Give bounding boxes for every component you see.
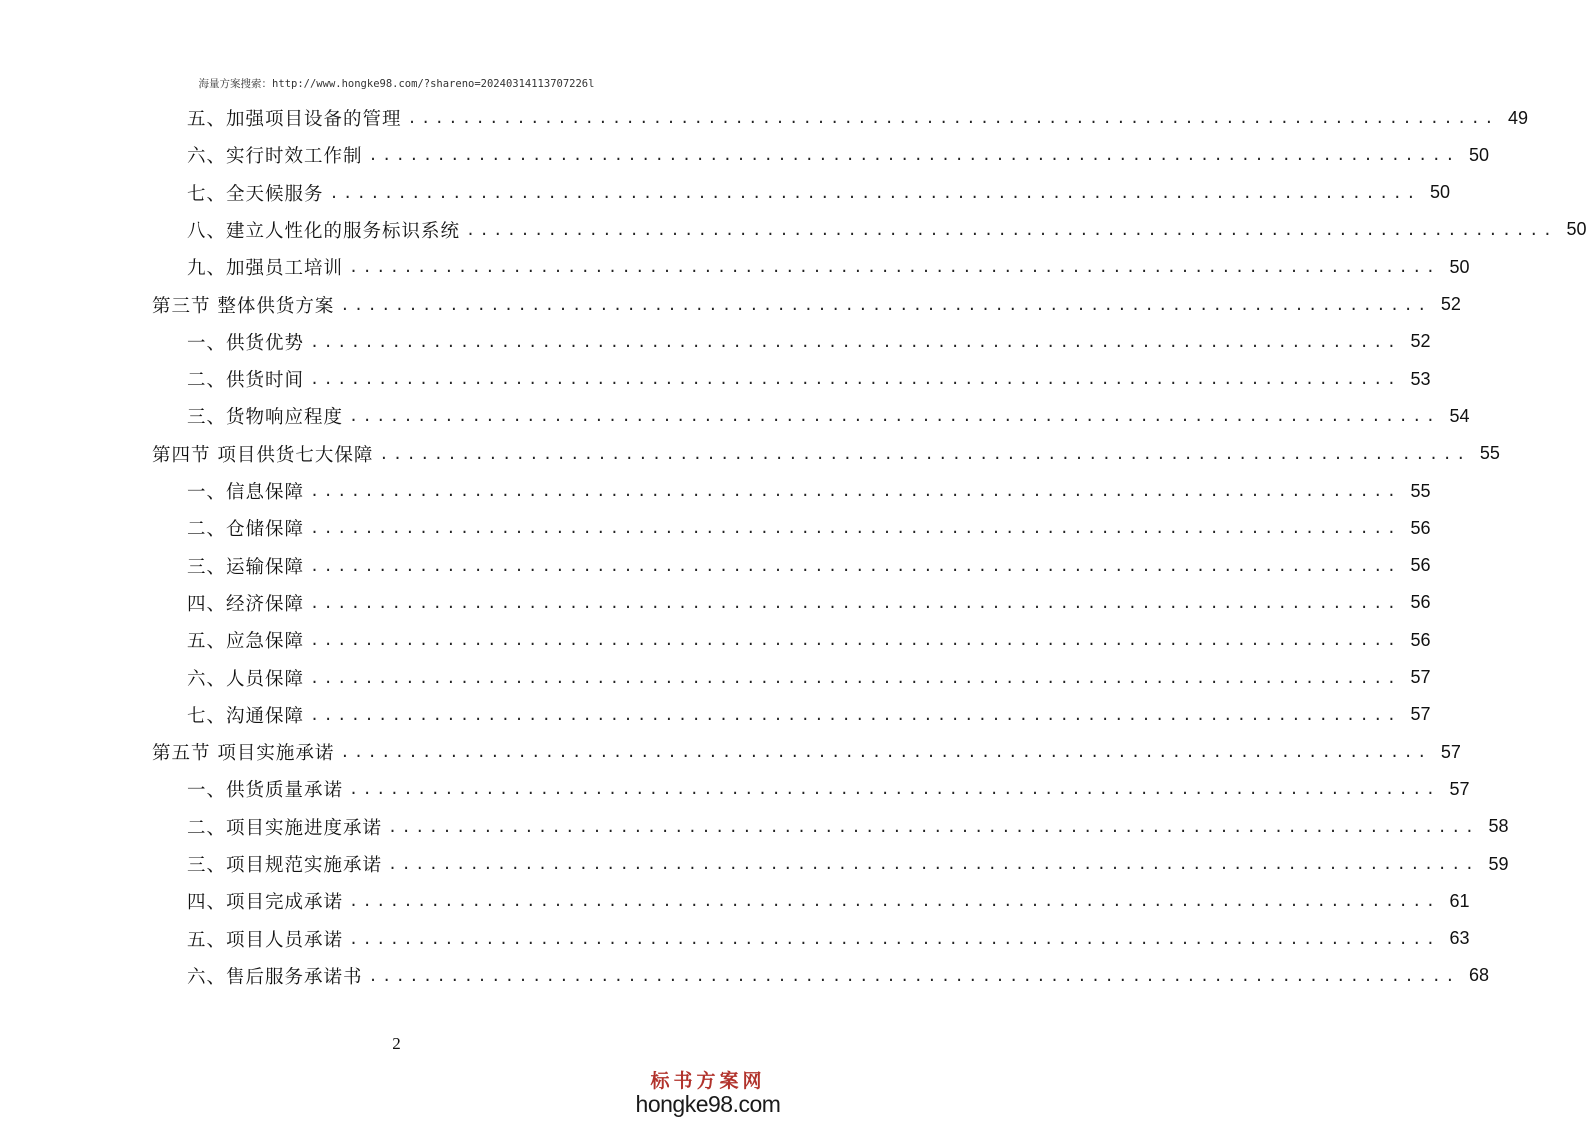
toc-entry-page: 57 (1440, 741, 1461, 762)
toc-leader-dots: ................................................................................ (349, 258, 1440, 277)
toc-entry-page: 68 (1468, 965, 1489, 986)
toc-entry[interactable] (187, 250, 1470, 284)
toc-leader-dots: ................................................................................ (407, 109, 1498, 127)
watermark-logo (628, 1066, 788, 1118)
toc-entry-page: 57 (1410, 667, 1431, 687)
toc-entry-title: 第四节 项目供货七大保障 (152, 444, 374, 466)
toc-entry[interactable] (152, 437, 1500, 471)
toc-entry[interactable] (152, 288, 1461, 322)
page-header (0, 76, 793, 91)
toc-entry-title: 六、实行时效工作制 (187, 146, 363, 168)
toc-leader-dots: ................................................................................ (340, 295, 1431, 314)
toc-entry-page: 50 (1449, 256, 1470, 277)
toc-entry-page: 52 (1410, 331, 1431, 352)
toc-leader-dots: ................................................................................ (340, 743, 1431, 762)
toc-entry-page: 54 (1449, 405, 1470, 426)
toc-entry-title: 七、全天候服务 (187, 183, 324, 205)
toc-leader-dots: ................................................................................ (349, 929, 1440, 948)
toc-entry[interactable] (187, 138, 1489, 172)
toc-entry-title: 五、加强项目设备的管理 (187, 109, 402, 130)
toc-leader-dots: ................................................................................ (310, 370, 1401, 389)
toc-leader-dots: ................................................................................ (368, 966, 1459, 985)
toc-entry[interactable] (187, 661, 1431, 695)
toc-entry-title: 四、项目完成承诺 (187, 892, 344, 914)
header-label: 海量方案搜索： (198, 78, 273, 90)
toc-entry-title: 六、售后服务承诺书 (187, 966, 363, 988)
toc-entry-page: 50 (1468, 144, 1489, 165)
toc-entry[interactable] (187, 176, 1450, 210)
toc-entry[interactable] (187, 213, 1586, 247)
toc-entry[interactable] (187, 474, 1431, 508)
toc-entry-title: 三、项目规范实施承诺 (187, 855, 383, 876)
toc-entry[interactable] (187, 847, 1509, 881)
toc-leader-dots: ................................................................................ (388, 855, 1479, 873)
header-url[interactable]: http://www.hongke98.com/?shareno=20240314113707226l (272, 78, 595, 90)
toc-entry-page: 58 (1488, 816, 1509, 837)
toc-leader-dots: ................................................................................ (310, 705, 1401, 724)
toc-leader-dots: ................................................................................ (368, 146, 1459, 165)
toc-leader-dots: ................................................................................ (310, 631, 1401, 650)
toc-leader-dots: ................................................................................ (388, 817, 1479, 836)
toc-entry[interactable] (187, 362, 1431, 396)
toc-leader-dots: ................................................................................ (310, 593, 1401, 612)
toc-entry-title: 第五节 项目实施承诺 (152, 743, 335, 765)
toc-entry-title: 一、信息保障 (187, 482, 305, 503)
toc-leader-dots: ................................................................................ (310, 556, 1401, 575)
toc-leader-dots: ................................................................................ (466, 220, 1557, 239)
toc-entry-title: 第三节 整体供货方案 (152, 295, 335, 317)
toc-entry-page: 55 (1410, 480, 1431, 501)
toc-entry-page: 63 (1449, 928, 1470, 949)
toc-entry-title: 二、仓储保障 (187, 519, 305, 541)
watermark-title: 标书方案网 (650, 1070, 766, 1092)
toc-entry-title: 三、运输保障 (187, 556, 305, 578)
toc-entry[interactable] (187, 325, 1431, 359)
toc-entry[interactable] (187, 511, 1431, 545)
toc-leader-dots: ................................................................................ (310, 519, 1401, 538)
toc-entry-page: 59 (1488, 853, 1509, 874)
toc-entry-page: 52 (1440, 294, 1461, 314)
toc-entry[interactable] (187, 399, 1470, 433)
toc-entry-page: 50 (1566, 219, 1586, 240)
toc-entry[interactable] (187, 101, 1528, 135)
toc-leader-dots: ................................................................................ (310, 332, 1401, 351)
toc-leader-dots: ................................................................................ (349, 407, 1440, 426)
toc-entry-page: 56 (1410, 517, 1431, 538)
toc-entry[interactable] (187, 586, 1431, 620)
toc-entry[interactable] (187, 922, 1470, 956)
toc-entry-title: 一、供货质量承诺 (187, 780, 344, 802)
toc-entry[interactable] (152, 735, 1461, 769)
toc-entry-page: 53 (1410, 368, 1431, 389)
toc-leader-dots: ................................................................................ (329, 183, 1420, 202)
toc-entry-title: 五、项目人员承诺 (187, 929, 344, 951)
toc-leader-dots: ................................................................................ (310, 668, 1401, 687)
toc-entry[interactable] (187, 959, 1489, 993)
toc-entry-title: 五、应急保障 (187, 631, 305, 653)
toc-entry[interactable] (187, 549, 1431, 583)
toc-entry-title: 九、加强员工培训 (187, 258, 344, 280)
toc-entry-title: 一、供货优势 (187, 332, 305, 354)
toc-entry-title: 七、沟通保障 (187, 705, 305, 727)
toc-entry-page: 57 (1449, 778, 1470, 799)
toc-leader-dots: ................................................................................ (349, 780, 1440, 799)
toc-entry-title: 四、经济保障 (187, 593, 305, 615)
toc-leader-dots: ................................................................................ (379, 444, 1470, 463)
toc-entry[interactable] (187, 623, 1431, 657)
toc-entry-page: 57 (1410, 704, 1431, 725)
toc-leader-dots: ................................................................................ (349, 892, 1440, 911)
toc-leader-dots: ................................................................................ (310, 482, 1401, 500)
toc-entry-page: 56 (1410, 555, 1431, 576)
toc-entry-page: 56 (1410, 592, 1431, 613)
toc-entry-page: 49 (1507, 107, 1528, 128)
toc-entry-title: 六、人员保障 (187, 668, 305, 690)
toc-entry[interactable] (187, 810, 1509, 844)
toc-entry[interactable] (187, 772, 1470, 806)
toc-entry-page: 61 (1449, 890, 1470, 911)
toc-entry-title: 二、项目实施进度承诺 (187, 817, 383, 839)
watermark-domain: hongke98.com (635, 1091, 781, 1117)
toc-entry-page: 50 (1429, 182, 1450, 203)
toc-entry-page: 56 (1410, 629, 1431, 650)
toc-entry-title: 三、货物响应程度 (187, 407, 344, 429)
toc-entry[interactable] (187, 698, 1431, 732)
toc-entry-title: 二、供货时间 (187, 370, 305, 392)
toc-entry-page: 55 (1479, 443, 1500, 464)
toc-entry-title: 八、建立人性化的服务标识系统 (187, 220, 461, 242)
page-number: 2 (392, 1034, 401, 1053)
toc-entry[interactable] (187, 884, 1470, 918)
